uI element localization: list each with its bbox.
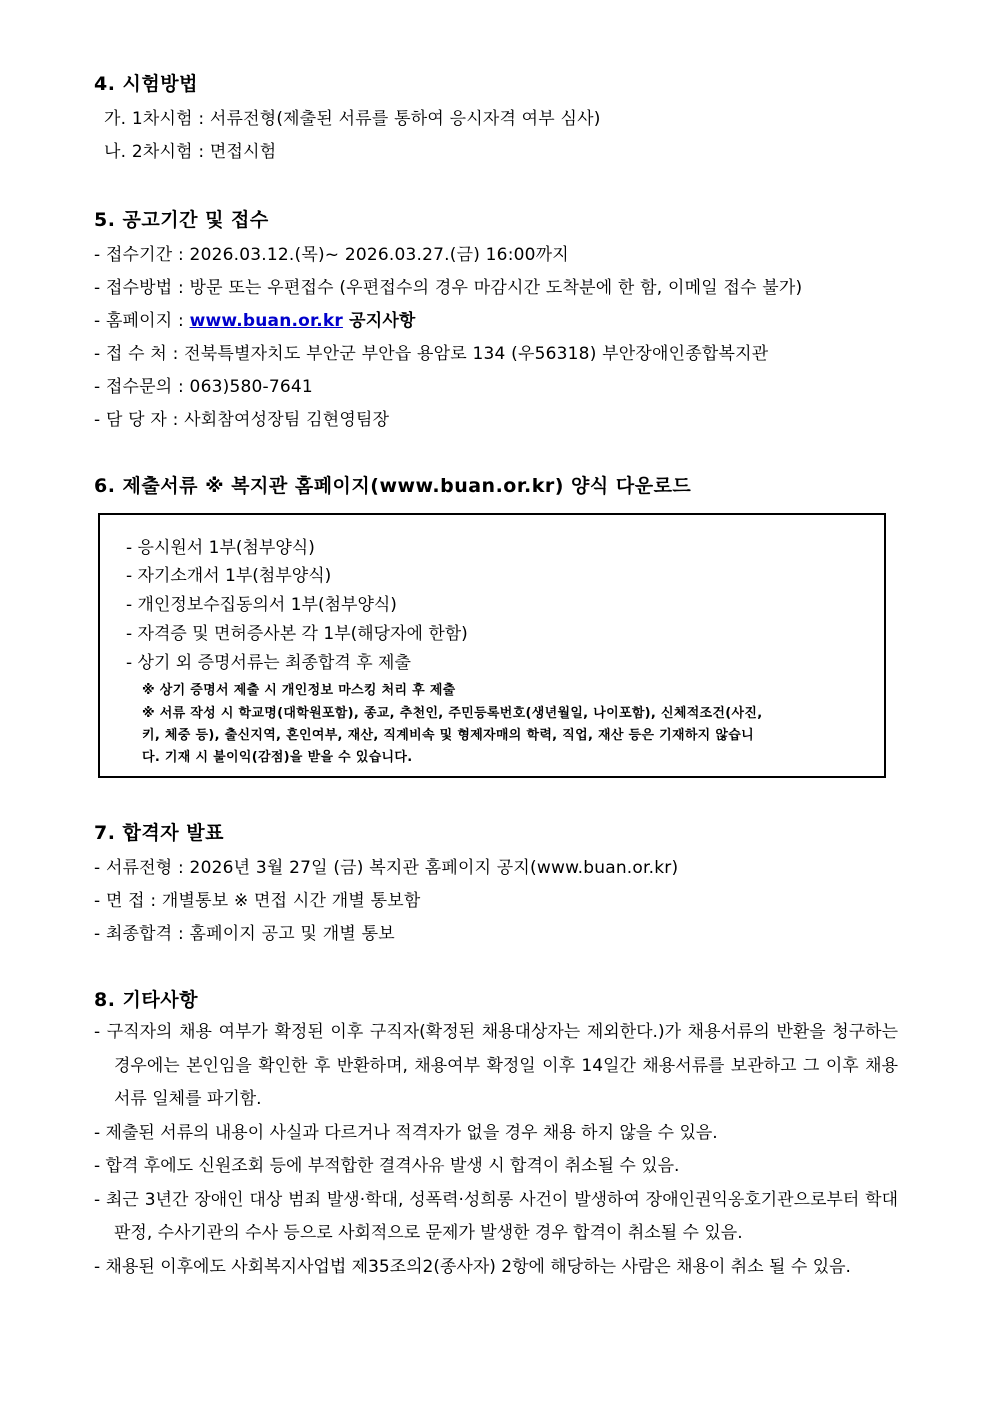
s5-manager: - 담 당 자 : 사회참여성장팀 김현영팀장 [94,410,390,430]
doc-item-2: - 자기소개서 1부(첨부양식) [126,566,332,586]
doc-note-1: ※ 상기 증명서 제출 시 개인정보 마스킹 처리 후 제출 [142,683,456,698]
doc-item-4: - 자격증 및 면허증사본 각 1부(해당자에 한함) [126,624,468,644]
section-6-heading: 6. 제출서류 ※ 복지관 홈페이지(www.buan.or.kr) 양식 다운로드 [94,475,692,497]
doc-note-2: ※ 서류 작성 시 학교명(대학원포함), 종교, 추천인, 주민등록번호(생년월일, 나이포함), 신체적조건(사진, [142,706,763,721]
s5-period: - 접수기간 : 2026.03.12.(목)~ 2026.03.27.(금) 16:00까지 [94,245,569,265]
s8-list [94,1016,898,1284]
homepage-suffix: 공지사항 [342,311,416,331]
section-5-heading: 5. 공고기간 및 접수 [94,209,269,231]
s5-contact: - 접수문의 : 063)580-7641 [94,377,313,397]
doc-note-4: 다. 기재 시 불이익(감점)을 받을 수 있습니다. [142,750,413,765]
section-7-heading: 7. 합격자 발표 [94,822,224,844]
s7-item-1: - 서류전형 : 2026년 3월 27일 (금) 복지관 홈페이지 공지(www.buan.or.kr) [94,858,679,878]
s8-item-3: - 합격 후에도 신원조회 등에 부적합한 결격사유 발생 시 합격이 취소될 수 있음. [94,1156,680,1176]
documents-box [98,513,886,778]
s8-item-1: - 구직자의 채용 여부가 확정된 이후 구직자(확정된 채용대상자는 제외한다.)가 채용서류의 반환을 청구하는 경우에는 본인임을 확인한 후 반환하며, 채용여부 확정일 이후 14일간 채용서류를 보관하고 그 이후 채용서류 일체를 파기함. [94,1022,898,1109]
s4-item-1: 가. 1차시험 : 서류전형(제출된 서류를 통하여 응시자격 여부 심사) [104,109,601,129]
s5-place: - 접 수 처 : 전북특별자치도 부안군 부안읍 용암로 134 (우56318) 부안장애인종합복지관 [94,344,769,364]
doc-note-3: 키, 체중 등), 출신지역, 혼인여부, 재산, 직계비속 및 형제자매의 학력, 직업, 재산 등은 기재하지 않습니 [142,728,754,743]
doc-item-5: - 상기 외 증명서류는 최종합격 후 제출 [126,653,411,673]
s7-item-2: - 면 접 : 개별통보 ※ 면접 시간 개별 통보함 [94,891,421,911]
s8-item-2: - 제출된 서류의 내용이 사실과 다르거나 적격자가 없을 경우 채용 하지 않을 수 있음. [94,1122,718,1143]
homepage-prefix: - 홈페이지 : [94,311,190,331]
s5-homepage [94,306,416,331]
homepage-link[interactable]: www.buan.or.kr [189,311,343,331]
s8-item-4: - 최근 3년간 장애인 대상 범죄 발생·학대, 성폭력·성희롱 사건이 발생하여 장애인권익옹호기관으로부터 학대판정, 수사기관의 수사 등으로 사회적으로 문제가 발생한 경우 합격이 취소될 수 있음. [94,1189,898,1243]
section-8-heading: 8. 기타사항 [94,989,198,1011]
doc-item-3: - 개인정보수집동의서 1부(첨부양식) [126,595,397,615]
s8-item-5: - 채용된 이후에도 사회복지사업법 제35조의2(종사자) 2항에 해당하는 사람은 채용이 취소 될 수 있음. [94,1256,851,1277]
section-4-heading: 4. 시험방법 [94,73,198,95]
s7-item-3: - 최종합격 : 홈페이지 공고 및 개별 통보 [94,924,395,944]
s4-item-2: 나. 2차시험 : 면접시험 [104,142,277,162]
doc-item-1: - 응시원서 1부(첨부양식) [126,538,315,558]
s5-method: - 접수방법 : 방문 또는 우편접수 (우편접수의 경우 마감시간 도착분에 한 함, 이메일 접수 불가) [94,278,803,298]
